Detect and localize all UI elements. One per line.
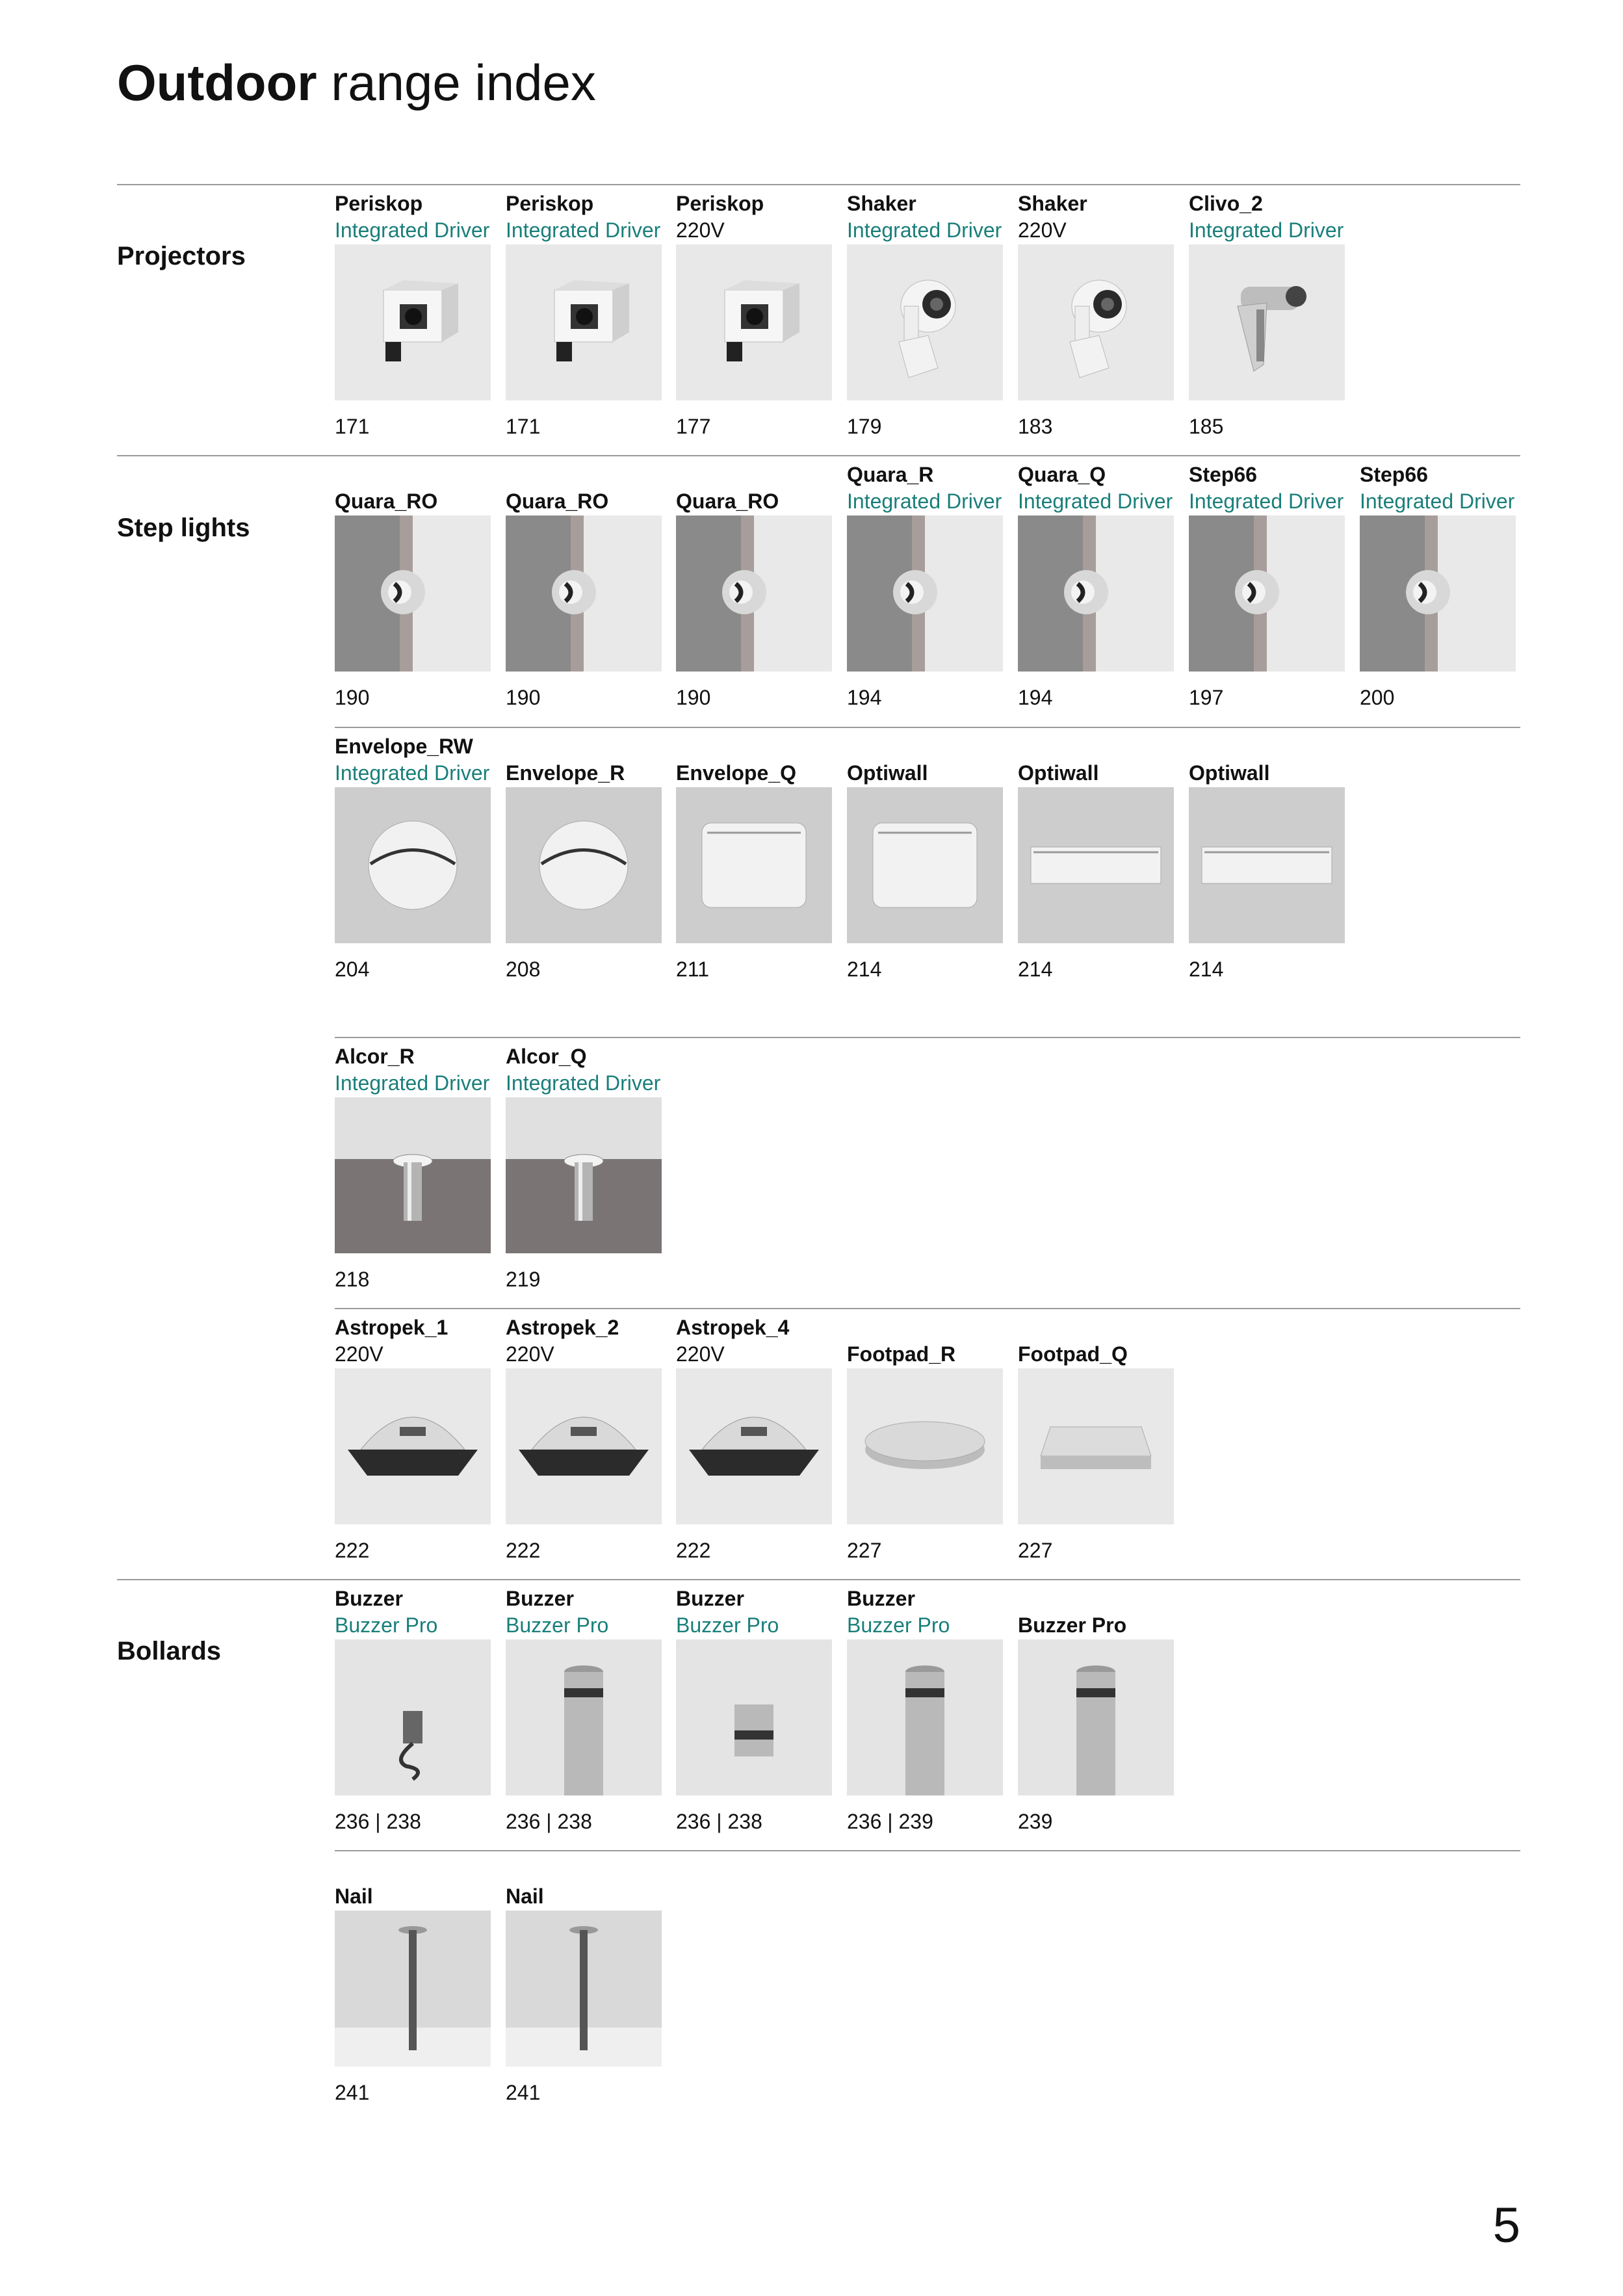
wall-step-icon [847, 515, 1003, 672]
product-name: Clivo_2 [1189, 192, 1263, 215]
product-page-ref: 214 [1018, 958, 1053, 981]
product-variant: Integrated Driver [1360, 489, 1515, 513]
product-name: Astropek_2 [506, 1316, 619, 1339]
round-wall-icon [335, 787, 491, 943]
product-name: Buzzer [676, 1587, 744, 1610]
product-variant: 220V [676, 218, 725, 242]
category-bollards: Bollards [117, 1637, 222, 1665]
round-wall-icon [506, 787, 662, 943]
product-page-ref: 194 [847, 686, 882, 709]
row-divider [335, 727, 1520, 728]
tall-bollard-icon [506, 1639, 662, 1795]
product-page-ref: 185 [1189, 415, 1224, 438]
product-variant: 220V [506, 1342, 554, 1366]
product-variant: Quara_RO [506, 489, 609, 513]
tall-bollard-icon [1018, 1639, 1174, 1795]
product-name: Buzzer [335, 1587, 403, 1610]
product-page-ref: 222 [335, 1539, 370, 1562]
product-name: Envelope_RW [335, 735, 473, 758]
short-bollard-icon [676, 1639, 832, 1795]
category-projectors: Projectors [117, 242, 246, 270]
product-name: Buzzer [847, 1587, 915, 1610]
product-page-ref: 190 [506, 686, 541, 709]
slot-wall-icon [1018, 787, 1174, 943]
product-page-ref: 236 | 239 [847, 1810, 933, 1833]
row-divider [335, 1037, 1520, 1038]
spot-projector-icon [847, 244, 1003, 400]
product-variant: Buzzer Pro [506, 1613, 609, 1637]
product-variant: Footpad_R [847, 1342, 956, 1366]
product-page-ref: 194 [1018, 686, 1053, 709]
cube-projector-icon [506, 244, 662, 400]
spot-projector-icon [1018, 244, 1174, 400]
product-variant: 220V [335, 1342, 383, 1366]
section-divider [117, 1579, 1520, 1580]
product-name: Alcor_Q [506, 1045, 587, 1068]
product-name: Shaker [847, 192, 916, 215]
product-variant: Integrated Driver [506, 218, 661, 242]
product-page-ref: 171 [506, 415, 541, 438]
product-page-ref: 241 [335, 2081, 370, 2104]
product-page-ref: 218 [335, 1268, 370, 1291]
product-variant: Buzzer Pro [335, 1613, 438, 1637]
category-step-lights: Step lights [117, 514, 250, 542]
row-divider [335, 1850, 1520, 1851]
slot-wall-icon [1189, 787, 1345, 943]
square-wall-icon [847, 787, 1003, 943]
product-name: Quara_R [847, 463, 934, 486]
product-page-ref: 239 [1018, 1810, 1053, 1833]
product-page-ref: 179 [847, 415, 882, 438]
product-page-ref: 200 [1360, 686, 1395, 709]
section-divider [117, 455, 1520, 456]
product-variant: Integrated Driver [847, 218, 1002, 242]
row-divider [335, 1308, 1520, 1309]
product-variant: 220V [1018, 218, 1067, 242]
tall-bollard-icon [847, 1639, 1003, 1795]
spike-bollard-icon [335, 1639, 491, 1795]
recessed-ground-icon [506, 1097, 662, 1253]
product-page-ref: 211 [676, 958, 710, 981]
product-name: Step66 [1360, 463, 1428, 486]
product-page-ref: 214 [847, 958, 882, 981]
product-variant: Buzzer Pro [1018, 1613, 1127, 1637]
product-name: Quara_Q [1018, 463, 1106, 486]
product-name: Shaker [1018, 192, 1087, 215]
product-page-ref: 214 [1189, 958, 1224, 981]
product-variant: Integrated Driver [335, 1071, 490, 1095]
product-variant: Integrated Driver [1189, 218, 1344, 242]
product-variant: Buzzer Pro [847, 1613, 950, 1637]
product-variant: Footpad_Q [1018, 1342, 1128, 1366]
product-page-ref: 227 [1018, 1539, 1053, 1562]
product-page-ref: 236 | 238 [335, 1810, 421, 1833]
product-name: Astropek_4 [676, 1316, 790, 1339]
product-page-ref: 204 [335, 958, 370, 981]
product-page-ref: 222 [506, 1539, 541, 1562]
product-page-ref: 219 [506, 1268, 541, 1291]
product-variant: Buzzer Pro [676, 1613, 779, 1637]
product-variant: Integrated Driver [1189, 489, 1344, 513]
pole-bollard-icon [335, 1911, 491, 2067]
product-page-ref: 190 [676, 686, 711, 709]
wall-step-icon [1018, 515, 1174, 672]
product-page-ref: 208 [506, 958, 541, 981]
product-variant: Quara_RO [676, 489, 779, 513]
product-name: Step66 [1189, 463, 1257, 486]
square-ground-icon [1018, 1368, 1174, 1524]
dome-ground-icon [506, 1368, 662, 1524]
product-page-ref: 177 [676, 415, 711, 438]
cube-projector-icon [676, 244, 832, 400]
page-title: Outdoor range index [117, 54, 596, 111]
product-name: Periskop [506, 192, 594, 215]
wall-step-icon [506, 515, 662, 672]
product-name: Alcor_R [335, 1045, 415, 1068]
dome-ground-icon [335, 1368, 491, 1524]
product-variant: Integrated Driver [335, 761, 490, 785]
cube-projector-icon [335, 244, 491, 400]
page-number: 5 [1492, 2198, 1520, 2253]
product-variant: Envelope_Q [676, 761, 796, 785]
wall-step-icon [1360, 515, 1516, 672]
product-variant: Integrated Driver [1018, 489, 1173, 513]
product-variant: Integrated Driver [506, 1071, 661, 1095]
product-page-ref: 227 [847, 1539, 882, 1562]
wall-step-icon [335, 515, 491, 672]
product-page-ref: 241 [506, 2081, 541, 2104]
product-page-ref: 236 | 238 [676, 1810, 762, 1833]
product-variant: Envelope_R [506, 761, 625, 785]
product-name: Periskop [335, 192, 423, 215]
disc-ground-icon [847, 1368, 1003, 1524]
product-page-ref: 171 [335, 415, 370, 438]
product-page-ref: 222 [676, 1539, 711, 1562]
product-variant: Quara_RO [335, 489, 438, 513]
wall-step-icon [676, 515, 832, 672]
product-name: Buzzer [506, 1587, 574, 1610]
product-variant: Optiwall [1018, 761, 1099, 785]
product-variant: Integrated Driver [847, 489, 1002, 513]
recessed-ground-icon [335, 1097, 491, 1253]
product-name: Astropek_1 [335, 1316, 448, 1339]
product-page-ref: 190 [335, 686, 370, 709]
product-variant: Optiwall [1189, 761, 1270, 785]
product-variant: Optiwall [847, 761, 928, 785]
product-page-ref: 197 [1189, 686, 1224, 709]
product-page-ref: 236 | 238 [506, 1810, 592, 1833]
product-variant: 220V [676, 1342, 725, 1366]
wall-step-icon [1189, 515, 1345, 672]
product-variant: Nail [335, 1885, 373, 1908]
square-wall-icon [676, 787, 832, 943]
product-variant: Integrated Driver [335, 218, 490, 242]
product-variant: Nail [506, 1885, 544, 1908]
section-divider [117, 184, 1520, 185]
dome-ground-icon [676, 1368, 832, 1524]
spike-projector-icon [1189, 244, 1345, 400]
pole-bollard-icon [506, 1911, 662, 2067]
product-page-ref: 183 [1018, 415, 1053, 438]
product-name: Periskop [676, 192, 764, 215]
